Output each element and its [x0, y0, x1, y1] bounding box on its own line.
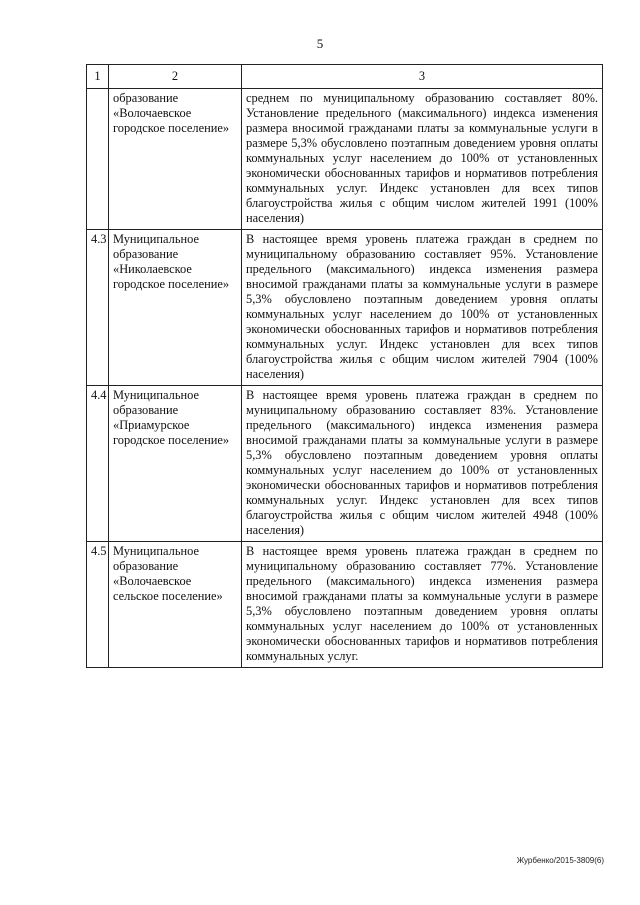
payment-description: В настоящее время уровень платежа граждан в среднем по муниципальному образованию составляет 83%. Установление предельного (максимального) индекса изменения размера вносимой гражданами платы за коммунальные услуги в размере 5,3% обусловлено поэтапным доведением уровня оплаты коммунальных услуг населением до 100% от установленных экономически обоснованных тарифов и нормативов потребления коммунальных услуг. Индекс установлен для всех типов благоустройства жилья с общим числом жителей 4948 (100% населения) [242, 386, 603, 542]
municipality-name: Муниципальное образование «Николаевское городское поселение» [109, 230, 242, 386]
table-row [87, 89, 603, 230]
table-row [87, 386, 603, 542]
header-col-2: 2 [109, 65, 242, 89]
row-number: 4.3 [87, 230, 109, 386]
municipality-name: Муниципальное образование «Волочаевское сельское поселение» [109, 542, 242, 668]
page-number: 5 [316, 36, 324, 51]
table-row [87, 542, 603, 668]
document-table [86, 64, 603, 668]
header-col-1: 1 [87, 65, 109, 89]
municipality-name: Муниципальное образование «Приамурское городское поселение» [109, 386, 242, 542]
row-number: 4.4 [87, 386, 109, 542]
table-row [87, 230, 603, 386]
header-col-3: 3 [242, 65, 603, 89]
row-number [87, 89, 109, 230]
row-number: 4.5 [87, 542, 109, 668]
table-header-row [87, 65, 603, 89]
municipality-name: образование «Волочаевское городское поселение» [109, 89, 242, 230]
document-code: Журбенко/2015-3809(6) [516, 856, 604, 865]
payment-description: среднем по муниципальному образованию составляет 80%. Установление предельного (максимального) индекса изменения размера вносимой гражданами платы за коммунальные услуги в размере 5,3% обусловлено поэтапным доведением уровня оплаты коммунальных услуг населением до 100% от установленных экономически обоснованных тарифов и нормативов потребления коммунальных услуг. Индекс установлен для всех типов благоустройства жилья с общим числом жителей 1991 (100% населения) [242, 89, 603, 230]
payment-description: В настоящее время уровень платежа граждан в среднем по муниципальному образованию составляет 95%. Установление предельного (максимального) индекса изменения размера вносимой гражданами платы за коммунальные услуги в размере 5,3% обусловлено поэтапным доведением уровня оплаты коммунальных услуг населением до 100% от установленных экономически обоснованных тарифов и нормативов потребления коммунальных услуг. Индекс установлен для всех типов благоустройства жилья с общим числом жителей 7904 (100% населения) [242, 230, 603, 386]
payment-description: В настоящее время уровень платежа граждан в среднем по муниципальному образованию составляет 77%. Установление предельного (максимального) индекса изменения размера вносимой гражданами платы за коммунальные услуги в размере 5,3% обусловлено поэтапным доведением уровня оплаты коммунальных услуг населением до 100% от установленных экономически обоснованных тарифов и нормативов потребления коммунальных услуг. [242, 542, 603, 668]
